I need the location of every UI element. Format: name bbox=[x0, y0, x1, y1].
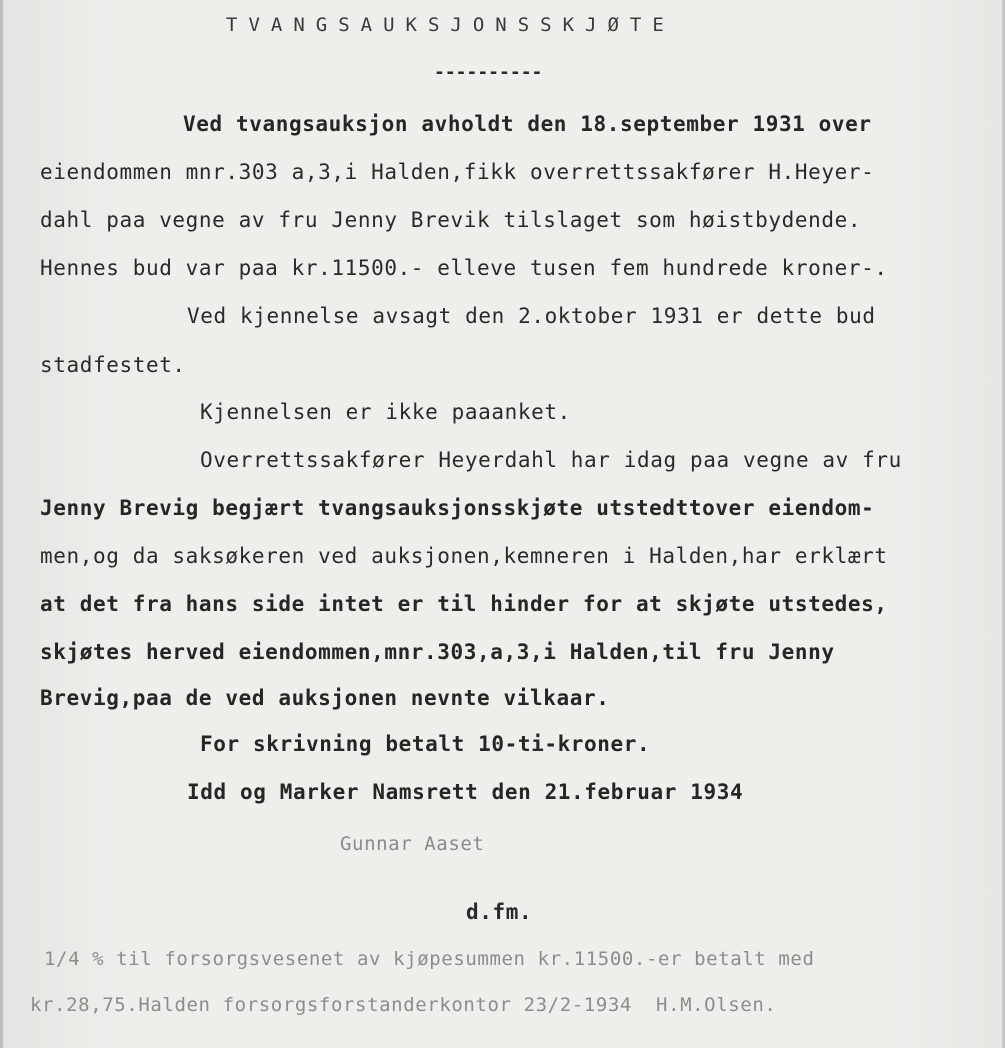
body-line-14: For skrivning betalt 10-ti-kroner. bbox=[200, 732, 651, 756]
body-line-15: Idd og Marker Namsrett den 21.februar 1934 bbox=[187, 780, 744, 804]
title-underline: ---------- bbox=[434, 62, 543, 83]
body-line-8: Overrettssakfører Heyerdahl har idag paa vegne av fru bbox=[200, 448, 902, 472]
page-edge-left bbox=[0, 0, 3, 1048]
body-line-4: Hennes bud var paa kr.11500.- elleve tusen fem hundrede kroner-. bbox=[40, 256, 888, 280]
body-line-13: Brevig,paa de ved auksjonen nevnte vilkaar. bbox=[40, 686, 610, 710]
body-line-1: Ved tvangsauksjon avholdt den 18.september 1931 over bbox=[183, 112, 872, 136]
body-line-2: eiendommen mnr.303 a,3,i Halden,fikk overrettssakfører H.Heyer- bbox=[40, 160, 875, 184]
signature: Gunnar Aaset bbox=[340, 833, 485, 855]
document-title: TVANGSAUKSJONSSKJØTE bbox=[226, 14, 675, 36]
body-line-9: Jenny Brevig begjært tvangsauksjonsskjøte utstedttover eiendom- bbox=[40, 496, 875, 520]
body-line-3: dahl paa vegne av fru Jenny Brevik tilslaget som høistbydende. bbox=[40, 208, 862, 232]
body-line-7: Kjennelsen er ikke paaanket. bbox=[200, 400, 571, 424]
body-line-6: stadfestet. bbox=[40, 353, 186, 377]
body-line-10: men,og da saksøkeren ved auksjonen,kemneren i Halden,har erklært bbox=[40, 544, 888, 568]
footer-line-1: 1/4 % til forsorgsvesenet av kjøpesummen kr.11500.-er betalt med bbox=[44, 948, 815, 970]
body-line-11: at det fra hans side intet er til hinder for at skjøte utstedes, bbox=[40, 592, 888, 616]
body-line-5: Ved kjennelse avsagt den 2.oktober 1931 er dette bud bbox=[187, 304, 876, 328]
dfm-mark: d.fm. bbox=[466, 900, 533, 924]
footer-line-2: kr.28,75.Halden forsorgsforstanderkontor 23/2-1934 H.M.Olsen. bbox=[30, 994, 777, 1016]
body-line-12: skjøtes herved eiendommen,mnr.303,a,3,i Halden,til fru Jenny bbox=[40, 640, 835, 664]
